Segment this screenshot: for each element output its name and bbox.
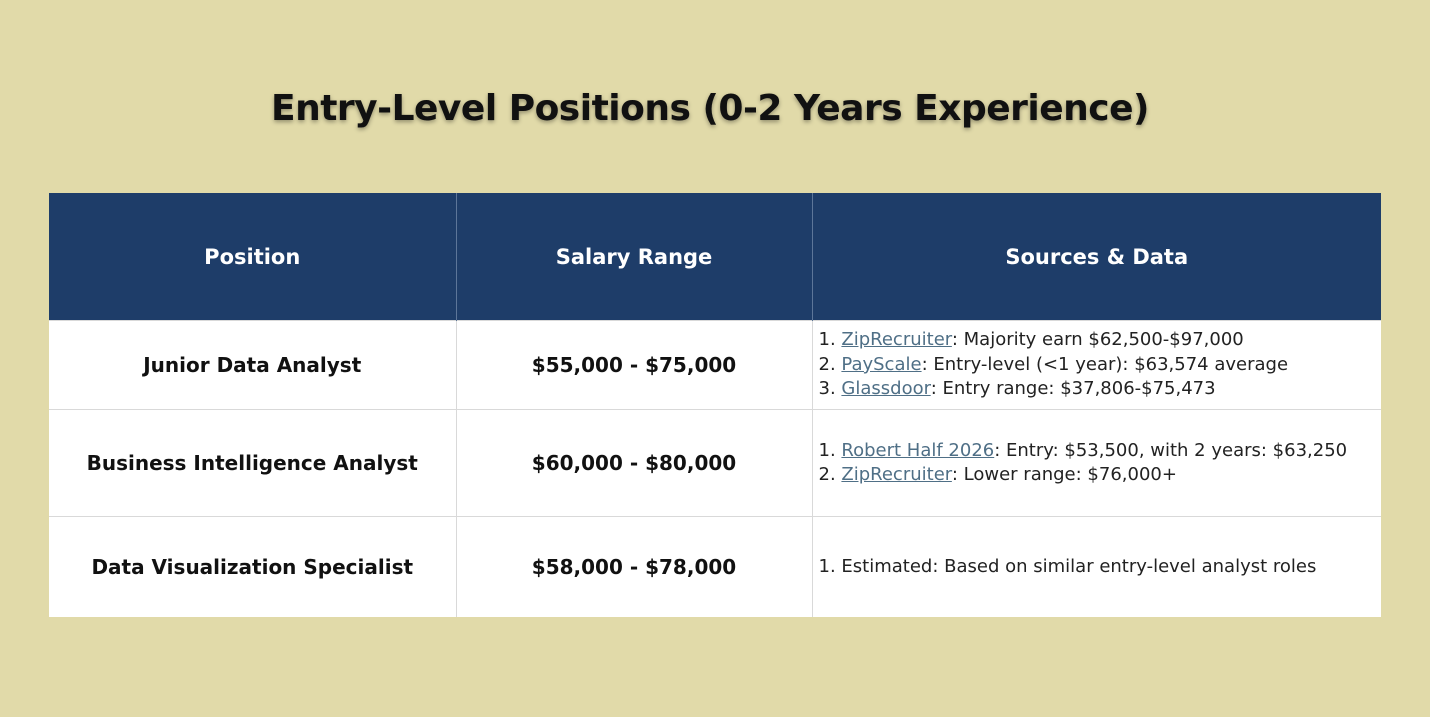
salary-cell: $58,000 - $78,000 (456, 517, 812, 618)
source-text: : Majority earn $62,500-$97,000 (951, 329, 1244, 351)
source-text: Estimated: Based on similar entry-level analyst roles (841, 555, 1317, 577)
source-text: : Entry-level (<1 year): $63,574 average (921, 353, 1289, 375)
source-item (819, 353, 1382, 378)
source-item (819, 463, 1382, 488)
header-salary-range: Salary Range (456, 193, 812, 321)
salary-table (49, 193, 1381, 617)
table-row (49, 321, 1381, 410)
source-item (819, 555, 1382, 580)
source-number: 1. (818, 439, 842, 461)
source-number: 1. (818, 329, 842, 351)
source-number: 2. (818, 353, 842, 375)
table-row (49, 410, 1381, 517)
source-number: 2. (818, 464, 842, 485)
source-text: : Entry range: $37,806-$75,473 (930, 378, 1216, 400)
sources-cell (812, 410, 1381, 517)
source-item (819, 377, 1382, 402)
table-row (49, 517, 1381, 618)
header-sources-data: Sources & Data (812, 193, 1381, 321)
source-link-ziprecruiter[interactable]: ZipRecruiter (841, 464, 952, 485)
source-text: : Lower range: $76,000+ (951, 464, 1177, 485)
sources-cell (812, 517, 1381, 618)
salary-cell: $55,000 - $75,000 (456, 321, 812, 410)
page-title: Entry-Level Positions (0-2 Years Experience) (270, 88, 1150, 129)
source-text: : Entry: $53,500, with 2 years: $63,250 (994, 439, 1348, 461)
source-number: 3. (818, 378, 842, 400)
source-link-glassdoor[interactable]: Glassdoor (841, 378, 931, 400)
position-cell: Junior Data Analyst (49, 321, 456, 410)
source-link-robert-half[interactable]: Robert Half 2026 (841, 439, 995, 461)
source-link-ziprecruiter[interactable]: ZipRecruiter (841, 329, 952, 351)
table-header-row (49, 193, 1381, 321)
source-number: 1. (818, 555, 842, 577)
source-link-payscale[interactable]: PayScale (841, 353, 922, 375)
position-cell: Data Visualization Specialist (49, 517, 456, 618)
source-item (819, 439, 1382, 464)
sources-cell (812, 321, 1381, 410)
source-item (819, 328, 1382, 353)
position-cell: Business Intelligence Analyst (49, 410, 456, 517)
header-position: Position (49, 193, 456, 321)
salary-cell: $60,000 - $80,000 (456, 410, 812, 517)
